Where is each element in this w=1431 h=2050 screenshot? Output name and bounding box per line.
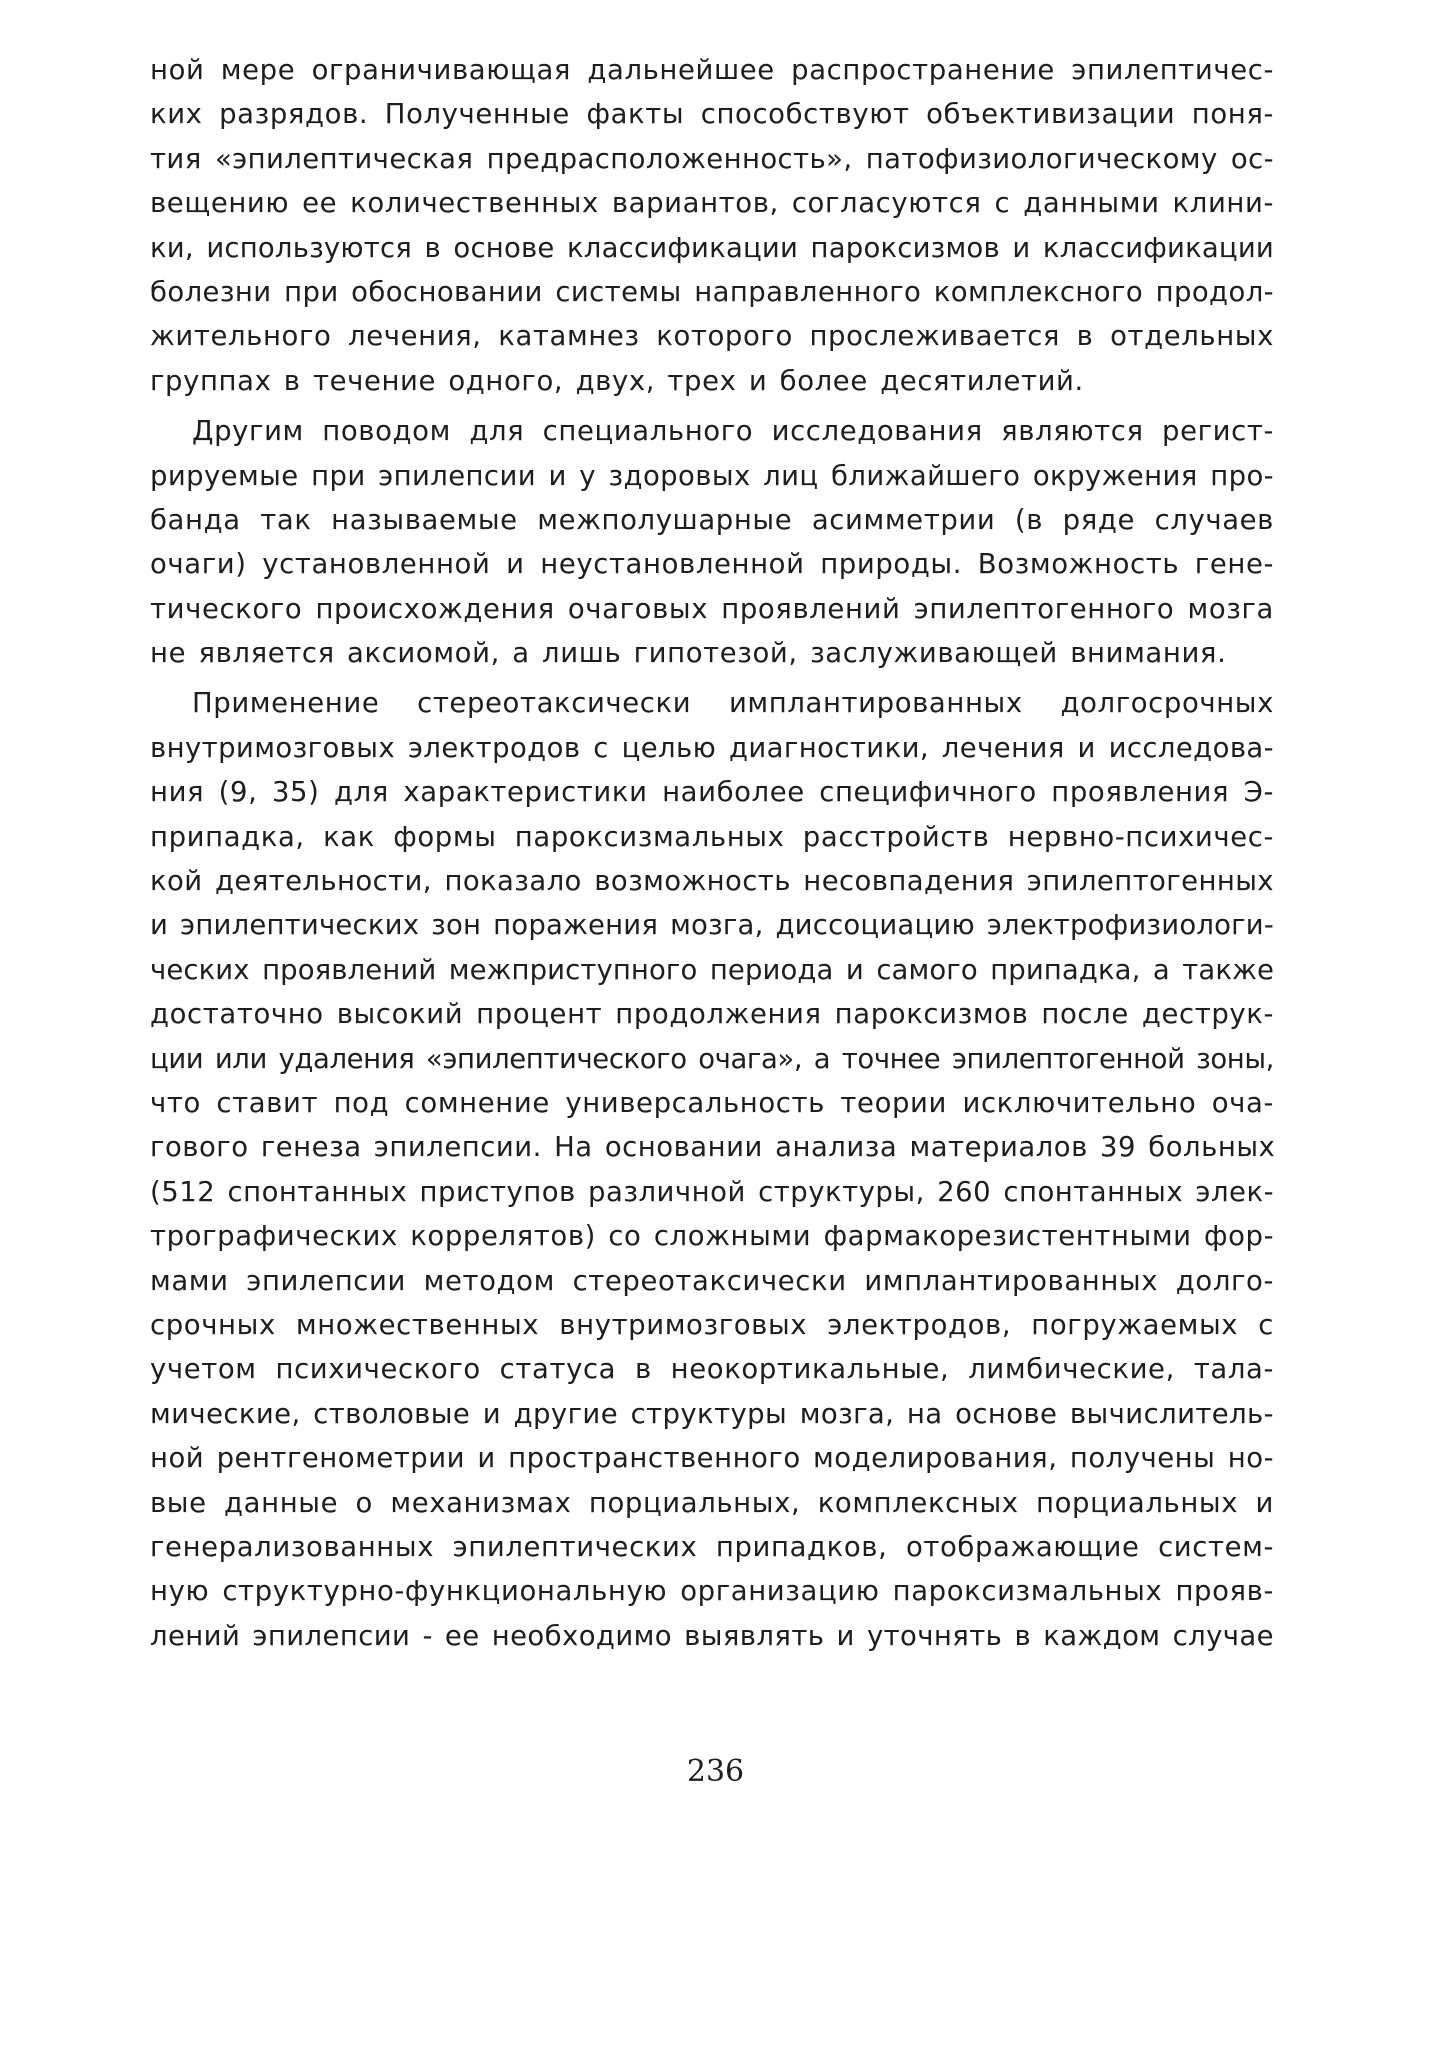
text-line: достаточно высокий процент продолжения пароксизмов после деструк-: [150, 998, 1274, 1031]
text-line: что ставит под сомнение универсальность теории исключительно оча-: [150, 1086, 1274, 1119]
text-line: гового генеза эпилепсии. На основании анализа материалов 39 больных: [150, 1131, 1276, 1164]
text-line: учетом психического статуса в неокортикальные, лимбические, тала-: [150, 1353, 1274, 1386]
text-line: ной рентгенометрии и пространственного моделирования, получены но-: [150, 1442, 1274, 1475]
text-line: не является аксиомой, а лишь гипотезой, заслуживающей внимания.: [150, 637, 1227, 670]
paragraph-3: [150, 681, 1274, 1658]
text-line: ную структурно-функциональную организацию пароксизмальных прояв-: [150, 1575, 1274, 1608]
text-line: вещению ее количественных вариантов, согласуются с данными клини-: [150, 187, 1274, 220]
text-line: ческих проявлений межприступного периода и самого припадка, а также: [150, 953, 1274, 986]
text-line: банда так называемые межполушарные асимметрии (в ряде случаев: [150, 503, 1274, 536]
text-line: Другим поводом для специального исследования являются регист-: [192, 415, 1274, 448]
text-line: генерализованных эпилептических припадков, отображающие систем-: [150, 1530, 1274, 1563]
text-line: кой деятельности, показало возможность несовпадения эпилептогенных: [150, 865, 1274, 898]
text-line: вые данные о механизмах порциальных, комплексных порциальных и: [150, 1486, 1274, 1519]
text-line: (512 спонтанных приступов различной структуры, 260 спонтанных элек-: [150, 1175, 1274, 1208]
text-line: и эпилептических зон поражения мозга, диссоциацию электрофизиологи-: [150, 909, 1274, 942]
text-line: ния (9, 35) для характеристики наиболее специфичного проявления Э-: [150, 776, 1274, 809]
text-line: ких разрядов. Полученные факты способствуют объективизации поня-: [150, 98, 1274, 131]
paragraph-2: [150, 409, 1274, 675]
text-line: Применение стереотаксически имплантированных долгосрочных: [192, 687, 1274, 720]
paragraph-1: [150, 48, 1274, 403]
text-line: рируемые при эпилепсии и у здоровых лиц ближайшего окружения про-: [150, 459, 1274, 492]
text-line: тия «эпилептическая предрасположенность», патофизиологическому ос-: [150, 142, 1274, 175]
text-line: жительного лечения, катамнез которого прослеживается в отдельных: [150, 320, 1274, 353]
text-line: лений эпилепсии - ее необходимо выявлять и уточнять в каждом случае: [150, 1619, 1274, 1652]
page-number: 236: [686, 1754, 745, 1789]
page-body: [150, 48, 1274, 1658]
text-line: срочных множественных внутримозговых электродов, погружаемых с: [150, 1308, 1274, 1341]
text-line: мами эпилепсии методом стереотаксически имплантированных долго-: [150, 1264, 1274, 1297]
text-line: очаги) установленной и неустановленной природы. Возможность гене-: [150, 548, 1274, 581]
text-line: внутримозговых электродов с целью диагностики, лечения и исследова-: [150, 731, 1274, 764]
text-line: ки, используются в основе классификации пароксизмов и классификации: [150, 231, 1274, 264]
text-line: ции или удаления «эпилептического очага», а точнее эпилептогенной зоны,: [150, 1042, 1274, 1075]
text-line: припадка, как формы пароксизмальных расстройств нервно-психичес-: [150, 820, 1274, 853]
text-line: тического происхождения очаговых проявлений эпилептогенного мозга: [150, 592, 1274, 625]
text-line: ной мере ограничивающая дальнейшее распространение эпилептичес-: [150, 54, 1274, 86]
text-line: болезни при обосновании системы направленного комплексного продол-: [150, 275, 1274, 308]
text-line: группах в течение одного, двух, трех и более десятилетий.: [150, 364, 1084, 397]
text-line: мические, стволовые и другие структуры мозга, на основе вычислитель-: [150, 1397, 1274, 1430]
text-line: трографических коррелятов) со сложными фармакорезистентными фор-: [150, 1220, 1275, 1253]
